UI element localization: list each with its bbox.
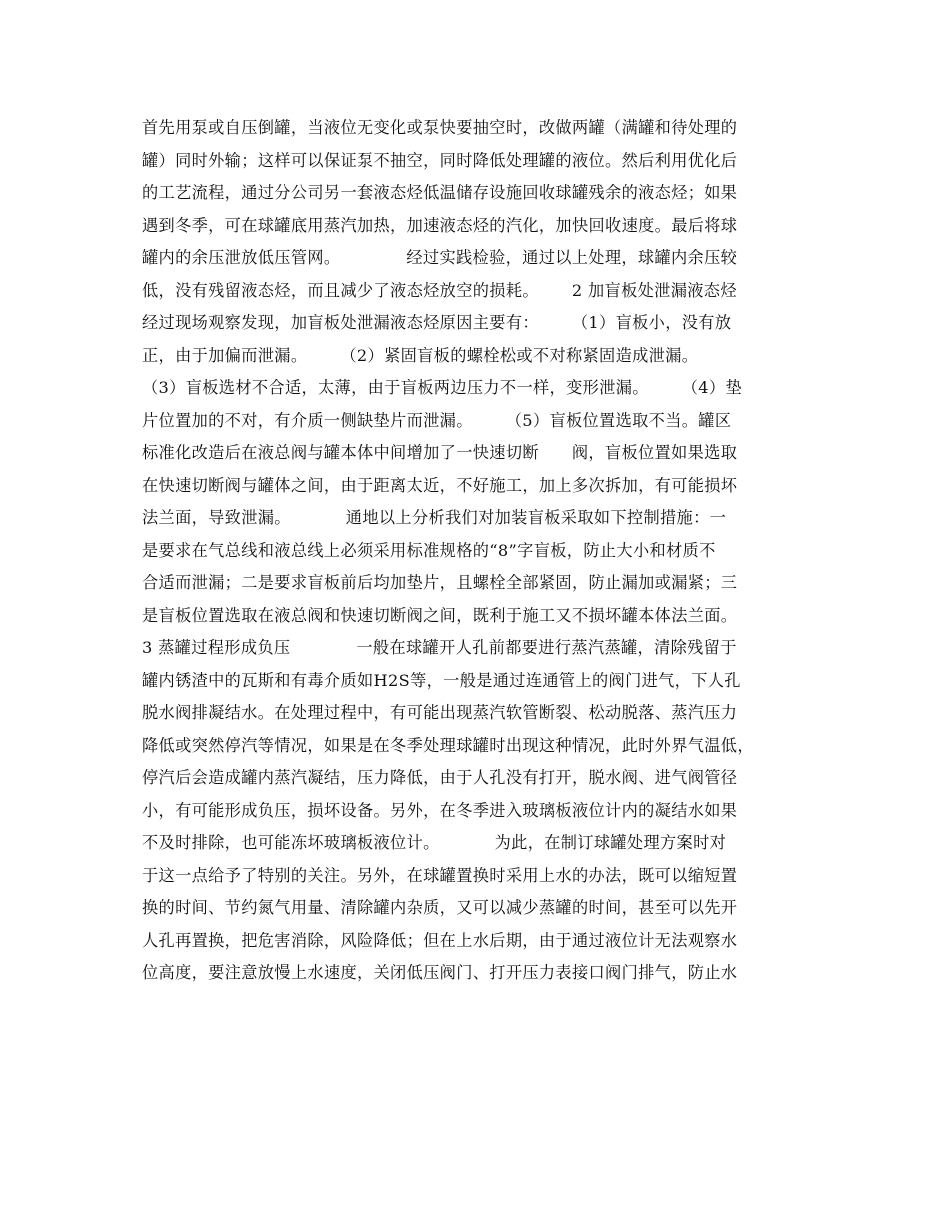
text-line: （3）盲板选材不合适，太薄，由于盲板两边压力不一样，变形泄漏。 （4）垫 <box>142 378 743 397</box>
text-line: 首先用泵或自压倒罐，当液位无变化或泵快要抽空时，改做两罐（满罐和待处理的 <box>142 118 738 137</box>
text-line: 在快速切断阀与罐体之间，由于距离太近，不好施工，加上多次拆加，有可能损坏 <box>142 475 738 495</box>
text-line: 遇到冬季，可在球罐底用蒸汽加热，加速液态烃的汽化，加快回收速度。最后将球 <box>142 215 738 235</box>
text-line: 换的时间、节约氮气用量、清除罐内杂质，又可以减少蒸罐的时间，甚至可以先开 <box>142 898 738 917</box>
text-line: 脱水阀排凝结水。在处理过程中，有可能出现蒸汽软管断裂、松动脱落、蒸汽压力 <box>142 703 738 722</box>
text-line: 人孔再置换，把危害消除，风险降低；但在上水后期，由于通过液位计无法观察水 <box>142 930 738 950</box>
text-line: 是要求在气总线和液总线上必须采用标准规格的“8”字盲板，防止大小和材质不 <box>142 540 716 560</box>
text-line: 降低或突然停汽等情况，如果是在冬季处理球罐时出现这种情况，此时外界气温低， <box>142 735 754 755</box>
text-line: 于这一点给予了特别的关注。另外，在球罐置换时采用上水的办法，既可以缩短置 <box>142 865 738 885</box>
text-line: 是盲板位置选取在液总阀和快速切断阀之间，既利于施工又不损坏罐本体法兰面。 <box>142 605 738 625</box>
text-line: 罐内锈渣中的瓦斯和有毒介质如H2S等，一般是通过连通管上的阀门进气，下人孔 <box>142 670 741 690</box>
text-line: 罐内的余压泄放低压管网。 经过实践检验，通过以上处理，球罐内余压较 <box>142 248 738 267</box>
text-line: 经过现场观察发现，加盲板处泄漏液态烃原因主要有： （1）盲板小，没有放 <box>142 313 732 332</box>
text-line: 低，没有残留液态烃，而且减少了液态烃放空的损耗。 2 加盲板处泄漏液态烃 <box>142 280 737 300</box>
text-line: 停汽后会造成罐内蒸汽凝结，压力降低，由于人孔没有打开，脱水阀、进气阀管径 <box>142 768 738 787</box>
text-line: 位高度，要注意放慢上水速度，关闭低压阀门、打开压力表接口阀门排气，防止水 <box>142 963 738 982</box>
text-line: 罐）同时外输；这样可以保证泵不抽空，同时降低处理罐的液位。然后利用优化后 <box>142 150 738 170</box>
text-line: 法兰面，导致泄漏。 通地以上分析我们对加装盲板采取如下控制措施：一 <box>142 508 727 527</box>
text-line: 正，由于加偏而泄漏。 （2）紧固盲板的螺栓松或不对称紧固造成泄漏。 <box>142 345 699 365</box>
text-line: 片位置加的不对，有介质一侧缺垫片而泄漏。 （5）盲板位置选取不当。罐区 <box>142 410 732 430</box>
text-line: 小，有可能形成负压，损坏设备。另外，在冬季进入玻璃板液位计内的凝结水如果 <box>142 800 738 820</box>
text-line: 标准化改造后在液总阀与罐本体中间增加了一快速切断 阀，盲板位置如果选取 <box>142 443 738 462</box>
text-line: 3 蒸罐过程形成负压 一般在球罐开人孔前都要进行蒸汽蒸罐，清除残留于 <box>142 638 737 657</box>
body-text <box>142 112 832 990</box>
text-line: 不及时排除，也可能冻坏玻璃板液位计。 为此，在制订球罐处理方案时对 <box>142 833 727 852</box>
text-line: 合适而泄漏；二是要求盲板前后均加垫片，且螺栓全部紧固，防止漏加或漏紧；三 <box>142 573 738 592</box>
text-line: 的工艺流程，通过分公司另一套液态烃低温储存设施回收球罐残余的液态烃；如果 <box>142 183 738 202</box>
